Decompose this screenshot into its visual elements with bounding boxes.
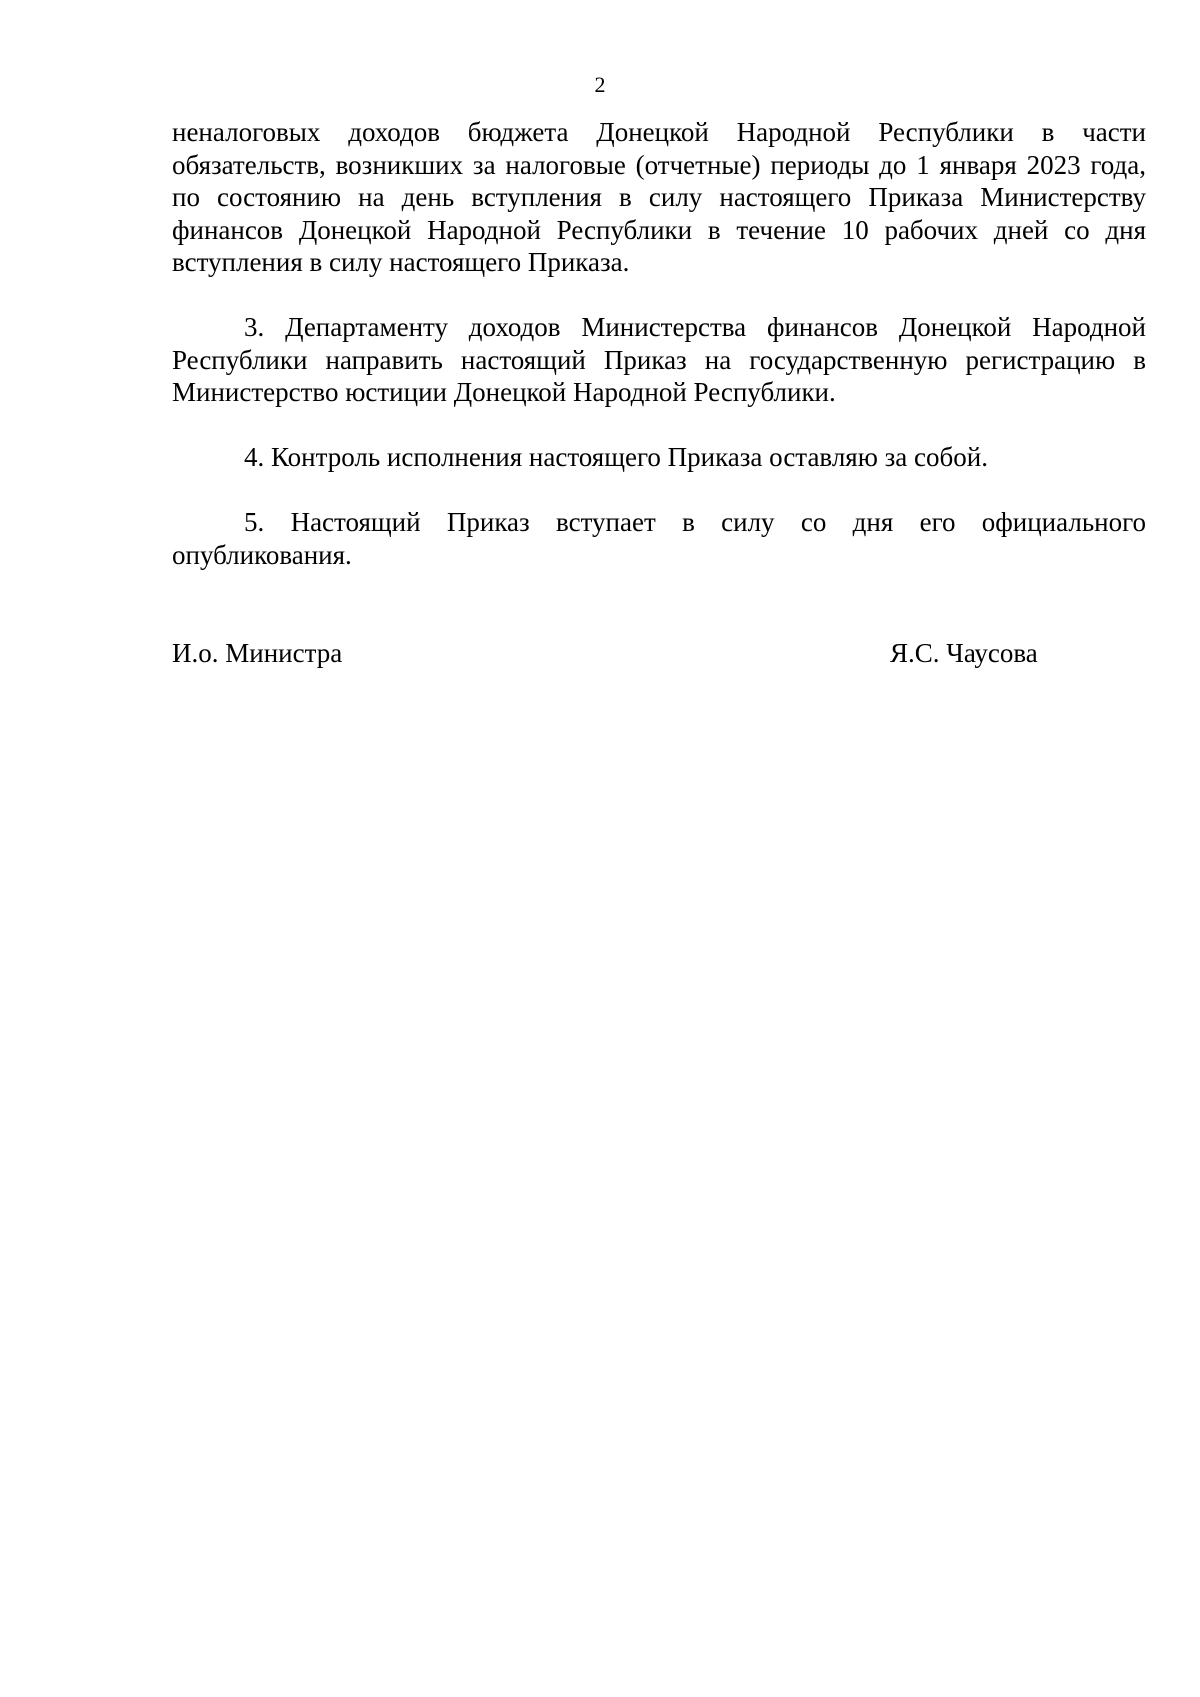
signature-name: Я.С. Чаусова bbox=[890, 638, 1038, 668]
paragraph-continuation: неналоговых доходов бюджета Донецкой Народной Республики в части обязательств, возникших за налоговые (отчетные) периоды до 1 января 2023 года, по состоянию на день вступления в силу настоящего Приказа Министерству финансов Донецкой Народной Республики в течение 10 рабочих дней со дня вступления в силу настоящего Приказа. bbox=[172, 117, 1146, 277]
paragraph-item-4: 4. Контроль исполнения настоящего Приказа оставляю за собой. bbox=[244, 442, 988, 472]
paragraph-item-5: 5. Настоящий Приказ вступает в силу со дня его официального опубликования. bbox=[172, 507, 1146, 570]
page-number: 2 bbox=[594, 72, 606, 97]
signature-position: И.о. Министра bbox=[172, 638, 343, 668]
paragraph-item-3: 3. Департаменту доходов Министерства финансов Донецкой Народной Республики направить настоящий Приказ на государственную регистрацию в Министерство юстиции Донецкой Народной Республики. bbox=[172, 312, 1146, 407]
